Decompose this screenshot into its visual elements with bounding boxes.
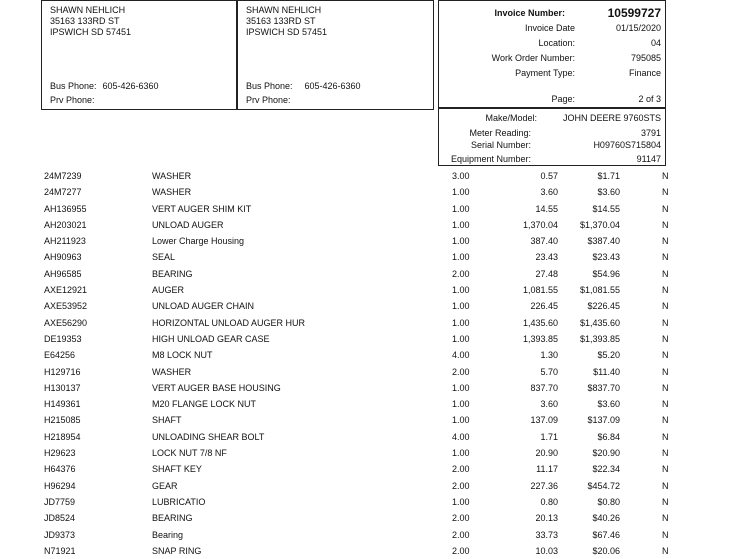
bus-phone-value: 605-426-6360 (304, 81, 361, 91)
work-order-number: 795085 (630, 53, 661, 63)
part-number: H96294 (44, 480, 76, 491)
extended-price: $5.20 (597, 350, 620, 361)
equipment-box (438, 108, 666, 166)
line-item-row (0, 266, 740, 282)
tax-flag: N (662, 382, 669, 393)
unit-price: 0.57 (540, 171, 558, 181)
bill-to-city: IPSWICH SD 57451 (50, 27, 132, 37)
invoice-number-label: Invoice Number: (494, 8, 565, 18)
line-item-row (0, 510, 740, 526)
line-item-row (0, 527, 740, 543)
unit-price: 1,370.04 (522, 219, 558, 230)
extended-price: $1,435.60 (579, 317, 620, 328)
tax-flag: N (662, 496, 669, 507)
quantity: 4.00 (452, 431, 470, 442)
line-item-row (0, 168, 740, 184)
line-item-row (0, 478, 740, 494)
unit-price: 1,435.60 (522, 317, 558, 328)
part-description: AUGER (152, 285, 185, 296)
tax-flag: N (662, 171, 669, 181)
extended-price: $40.26 (592, 513, 620, 524)
unit-price: 837.70 (530, 382, 558, 393)
bus-phone-label: Bus Phone: (246, 81, 293, 91)
location-label: Location: (538, 38, 575, 48)
part-description: M8 LOCK NUT (152, 350, 213, 361)
unit-price: 3.60 (540, 187, 558, 198)
extended-price: $67.46 (592, 529, 620, 540)
unit-price: 1.71 (540, 431, 558, 442)
unit-price: 33.73 (535, 529, 558, 540)
part-number: H29623 (44, 448, 76, 459)
tax-flag: N (662, 529, 669, 540)
tax-flag: N (662, 219, 669, 230)
part-description: GEAR (152, 480, 178, 491)
line-item-row (0, 201, 740, 217)
line-items-table (0, 168, 740, 559)
part-description: VERT AUGER SHIM KIT (152, 203, 252, 214)
bill-to-bus-phone (50, 81, 159, 92)
line-item-row (0, 315, 740, 331)
line-item-row (0, 380, 740, 396)
quantity: 1.00 (452, 301, 470, 312)
unit-price: 226.45 (530, 301, 558, 312)
bill-to-street: 35163 133RD ST (50, 16, 120, 26)
extended-price: $137.09 (587, 415, 620, 426)
invoice-date-row (439, 21, 665, 35)
quantity: 1.00 (452, 415, 470, 426)
tax-flag: N (662, 203, 669, 214)
part-description: BEARING (152, 268, 193, 279)
quantity: 3.00 (452, 171, 470, 181)
line-item-row (0, 543, 740, 559)
unit-price: 27.48 (535, 268, 558, 279)
part-description: HIGH UNLOAD GEAR CASE (152, 333, 270, 344)
quantity: 2.00 (452, 464, 470, 475)
bill-to-address (50, 5, 131, 38)
tax-flag: N (662, 301, 669, 312)
bill-to-prv-phone (50, 95, 97, 106)
tax-flag: N (662, 252, 669, 263)
ship-to-city: IPSWICH SD 57451 (246, 27, 328, 37)
part-number: AH211923 (44, 236, 86, 247)
equipment-number-value: 91147 (636, 154, 661, 164)
line-item-row (0, 298, 740, 314)
unit-price: 14.55 (535, 203, 558, 214)
quantity: 2.00 (452, 545, 470, 556)
part-number: E64256 (44, 350, 76, 361)
quantity: 1.00 (452, 382, 470, 393)
extended-price: $3.60 (597, 187, 620, 198)
invoice-header-box (438, 0, 666, 108)
part-number: N71921 (44, 545, 76, 556)
tax-flag: N (662, 317, 669, 328)
part-description: WASHER (152, 187, 192, 198)
bus-phone-label: Bus Phone: (50, 81, 97, 91)
part-description: VERT AUGER BASE HOUSING (152, 382, 281, 393)
part-number: AH90963 (44, 252, 82, 263)
extended-price: $23.43 (592, 252, 620, 263)
extended-price: $20.06 (592, 545, 620, 556)
part-description: WASHER (152, 366, 192, 377)
line-item-row (0, 445, 740, 461)
invoice-number: 10599727 (607, 6, 661, 20)
unit-price: 137.09 (530, 415, 558, 426)
part-description: Lower Charge Housing (152, 236, 245, 247)
tax-flag: N (662, 448, 669, 459)
page-row (439, 92, 665, 106)
tax-flag: N (662, 285, 669, 296)
part-number: H218954 (44, 431, 81, 442)
extended-price: $22.34 (592, 464, 620, 475)
quantity: 1.00 (452, 203, 470, 214)
ship-to-street: 35163 133RD ST (246, 16, 316, 26)
bill-to-name: SHAWN NEHLICH (50, 5, 126, 15)
extended-price: $454.72 (587, 480, 620, 491)
part-number: 24M7277 (44, 187, 82, 198)
unit-price: 1,081.55 (522, 285, 558, 296)
invoice-date: 01/15/2020 (615, 23, 661, 33)
part-description: LOCK NUT 7/8 NF (152, 448, 227, 459)
tax-flag: N (662, 350, 669, 361)
extended-price: $1,081.55 (579, 285, 620, 296)
bus-phone-value: 605-426-6360 (102, 81, 159, 91)
tax-flag: N (662, 268, 669, 279)
payment-type: Finance (628, 68, 661, 78)
part-description: Bearing (152, 529, 184, 540)
quantity: 1.00 (452, 317, 470, 328)
ship-to-name: SHAWN NEHLICH (246, 5, 322, 15)
quantity: 1.00 (452, 448, 470, 459)
extended-price: $11.40 (593, 366, 620, 377)
part-description: WASHER (152, 171, 192, 181)
part-number: AH96585 (44, 268, 82, 279)
line-item-row (0, 249, 740, 265)
extended-price: $226.45 (587, 301, 620, 312)
tax-flag: N (662, 513, 669, 524)
part-description: SHAFT (152, 415, 182, 426)
part-number: H129716 (44, 366, 81, 377)
line-item-row (0, 364, 740, 380)
tax-flag: N (662, 366, 669, 377)
line-item-row (0, 233, 740, 249)
unit-price: 3.60 (540, 399, 558, 410)
quantity: 1.00 (452, 496, 470, 507)
quantity: 1.00 (452, 252, 470, 263)
part-number: JD7759 (44, 496, 76, 507)
extended-price: $1,370.04 (579, 219, 620, 230)
extended-price: $20.90 (592, 448, 620, 459)
part-number: H149361 (44, 399, 81, 410)
quantity: 1.00 (452, 236, 470, 247)
line-item-row (0, 412, 740, 428)
part-description: M20 FLANGE LOCK NUT (152, 399, 257, 410)
equipment-number-label: Equipment Number: (450, 154, 531, 164)
part-number: AH203021 (44, 219, 87, 230)
part-description: SEAL (152, 252, 176, 263)
extended-price: $1,393.85 (579, 333, 620, 344)
tax-flag: N (662, 399, 669, 410)
invoice-date-label: Invoice Date (524, 23, 575, 33)
unit-price: 0.80 (540, 496, 558, 507)
payment-type-row (439, 66, 665, 80)
extended-price: $6.84 (597, 431, 620, 442)
unit-price: 227.36 (530, 480, 558, 491)
line-item-row (0, 331, 740, 347)
work-order-row (439, 51, 665, 65)
quantity: 1.00 (452, 219, 470, 230)
part-number: AXE12921 (44, 285, 88, 296)
quantity: 2.00 (452, 480, 470, 491)
extended-price: $1.71 (597, 171, 620, 181)
tax-flag: N (662, 236, 669, 247)
extended-price: $387.40 (587, 236, 620, 247)
tax-flag: N (662, 415, 669, 426)
make-model-label: Make/Model: (485, 113, 537, 123)
tax-flag: N (662, 431, 669, 442)
line-item-row (0, 396, 740, 412)
quantity: 2.00 (452, 529, 470, 540)
part-description: HORIZONTAL UNLOAD AUGER HUR (152, 317, 306, 328)
line-item-row (0, 217, 740, 233)
part-description: SNAP RING (152, 545, 202, 556)
part-number: JD8524 (44, 513, 76, 524)
quantity: 1.00 (452, 285, 470, 296)
part-number: H130137 (44, 382, 81, 393)
unit-price: 1,393.85 (522, 333, 558, 344)
extended-price: $14.55 (592, 203, 620, 214)
part-number: AXE56290 (44, 317, 88, 328)
tax-flag: N (662, 464, 669, 475)
unit-price: 387.40 (530, 236, 558, 247)
quantity: 1.00 (452, 333, 470, 344)
part-number: AXE53952 (44, 301, 88, 312)
prv-phone-label: Prv Phone: (246, 95, 291, 105)
quantity: 2.00 (452, 366, 470, 377)
part-number: 24M7239 (44, 171, 82, 181)
part-description: UNLOADING SHEAR BOLT (152, 431, 265, 442)
quantity: 1.00 (452, 187, 470, 198)
tax-flag: N (662, 333, 669, 344)
line-item-row (0, 429, 740, 445)
extended-price: $54.96 (592, 268, 620, 279)
extended-price: $837.70 (587, 382, 620, 393)
quantity: 2.00 (452, 513, 470, 524)
tax-flag: N (662, 187, 669, 198)
line-item-row (0, 461, 740, 477)
meter-reading-label: Meter Reading: (469, 128, 531, 138)
part-description: LUBRICATIO (152, 496, 206, 507)
extended-price: $3.60 (597, 399, 620, 410)
ship-to-address (246, 5, 327, 38)
part-number: DE19353 (44, 333, 82, 344)
make-model-value: JOHN DEERE 9760STS (562, 113, 661, 123)
ship-to-bus-phone (246, 81, 361, 92)
ship-to-prv-phone (246, 95, 293, 106)
unit-price: 5.70 (540, 366, 558, 377)
part-description: BEARING (152, 513, 193, 524)
tax-flag: N (662, 545, 669, 556)
location-value: 04 (650, 38, 661, 48)
location-row (439, 36, 665, 50)
part-number: AH136955 (44, 203, 87, 214)
prv-phone-label: Prv Phone: (50, 95, 95, 105)
unit-price: 23.43 (535, 252, 558, 263)
unit-price: 11.17 (536, 464, 558, 475)
work-order-label: Work Order Number: (491, 53, 575, 63)
line-item-row (0, 347, 740, 363)
line-item-row (0, 494, 740, 510)
part-description: SHAFT KEY (152, 464, 202, 475)
unit-price: 20.13 (535, 513, 558, 524)
quantity: 2.00 (452, 268, 470, 279)
quantity: 4.00 (452, 350, 470, 361)
payment-type-label: Payment Type: (515, 68, 575, 78)
part-description: UNLOAD AUGER CHAIN (152, 301, 255, 312)
unit-price: 10.03 (535, 545, 558, 556)
serial-number-label: Serial Number: (470, 140, 531, 150)
unit-price: 1.30 (540, 350, 558, 361)
tax-flag: N (662, 480, 669, 491)
page-number: 2 of 3 (638, 94, 661, 104)
unit-price: 20.90 (535, 448, 558, 459)
line-item-row (0, 282, 740, 298)
bill-to-box (41, 0, 237, 110)
extended-price: $0.80 (597, 496, 620, 507)
ship-to-box (237, 0, 434, 110)
quantity: 1.00 (452, 399, 470, 410)
meter-reading-value: 3791 (640, 128, 661, 138)
invoice-number-row (439, 6, 665, 20)
line-item-row (0, 184, 740, 200)
part-description: UNLOAD AUGER (152, 219, 224, 230)
serial-number-value: H09760S715804 (593, 140, 661, 150)
part-number: H215085 (44, 415, 81, 426)
part-number: H64376 (44, 464, 76, 475)
part-number: JD9373 (44, 529, 76, 540)
page-label: Page: (551, 94, 575, 104)
